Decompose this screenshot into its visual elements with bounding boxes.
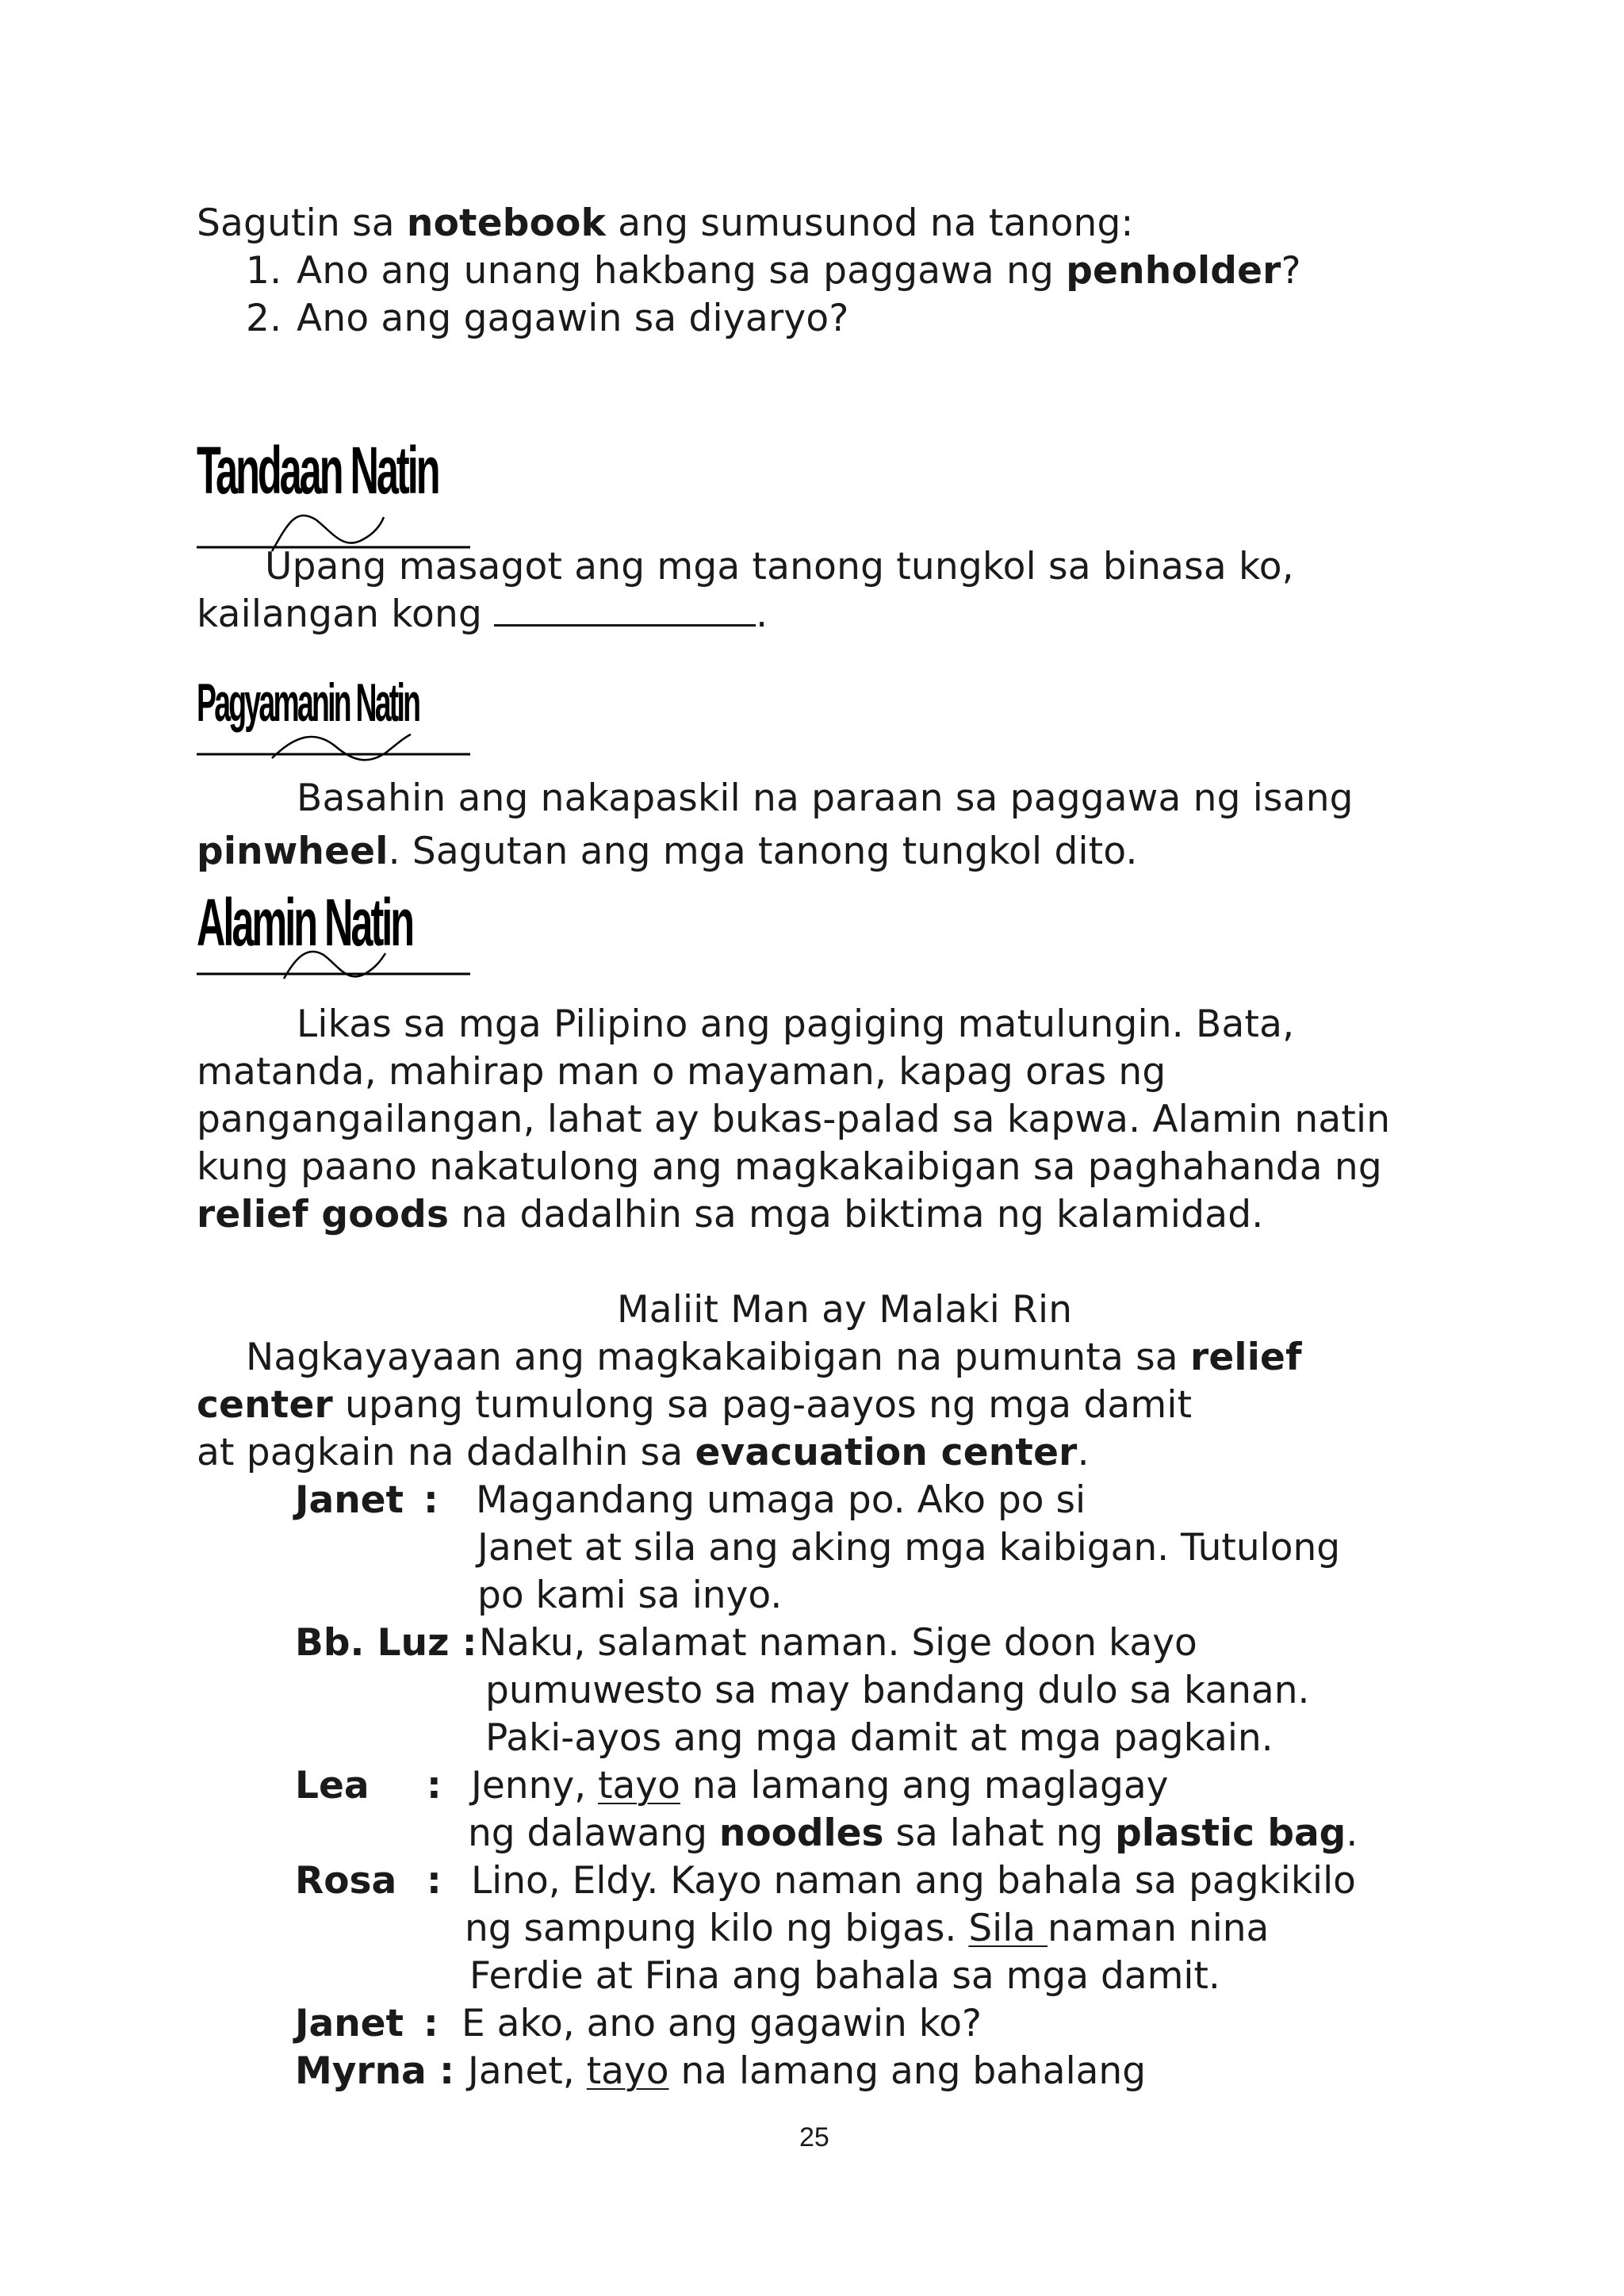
heading-swirl-decoration [197,922,474,985]
pagyamanin-heading [197,671,601,734]
pagyamanin-line-1: Basahin ang nakapaskil na paraan sa paggawa ng isang [297,776,1354,820]
dialogue-text: . [1346,1811,1358,1855]
tandaan-line-2-end: . [756,592,768,636]
dialogue-bold: noodles [718,1811,884,1855]
question-number: 2. [246,297,282,340]
story-bold: evacuation center [695,1431,1078,1474]
heading-swirl-decoration [197,703,474,766]
story-paragraph-line-3 [197,1429,1090,1477]
dialogue-line: E ako, ano ang gagawin ko? [462,2002,982,2045]
speaker-colon: : [423,1478,439,1522]
question-text: Ano ang unang hakbang sa paggawa ng [297,249,1067,293]
dialogue-underlined: tayo [586,2049,669,2093]
question-item-2-text [297,295,848,343]
question-item-1-text [297,247,1301,295]
question-bold: penholder [1066,249,1281,293]
tandaan-line-2 [197,591,768,638]
dialogue-line: Lino, Eldy. Kayo naman ang bahala sa pagkikilo [471,1859,1356,1903]
dialogue-text: ng sampung kilo ng bigas. [465,1907,969,1950]
speaker-colon: : [423,2002,439,2045]
alamin-line-4: kung paano nakatulong ang magkakaibigan sa paghahanda ng [197,1145,1382,1189]
dialogue-text: na lamang ang maglagay [680,1764,1169,1807]
page-number: 25 [799,2122,829,2152]
dialogue-text: Jenny, [471,1764,599,1807]
questions-intro-text: Sagutin sa [197,201,407,245]
heading-swirl-decoration [197,476,474,539]
story-bold: relief [1189,1336,1302,1379]
dialogue-text: sa lahat ng [883,1811,1116,1855]
pagyamanin-line-2-bold: pinwheel [197,830,389,873]
dialogue-line [468,2048,1146,2095]
speaker-name: Lea [295,1764,370,1807]
speaker-colon: : [427,1764,442,1807]
alamin-line-1: Likas sa mga Pilipino ang pagiging matulungin. Bata, [297,1002,1295,1046]
pagyamanin-line-2-text: . Sagutan ang mga tanong tungkol dito. [388,830,1138,873]
dialogue-line: Janet at sila ang aking mga kaibigan. Tutulong [477,1526,1341,1570]
question-item-2 [246,295,282,343]
story-text: Nagkayayaan ang magkakaibigan na pumunta sa [246,1336,1190,1379]
questions-intro [197,200,1134,247]
question-text: Ano ang gagawin sa diyaryo? [297,297,849,340]
dialogue-text: Janet, [468,2049,587,2093]
dialogue-underlined: Sila [968,1907,1048,1950]
speaker-name: Bb. Luz : [295,1621,477,1665]
dialogue-line: Naku, salamat naman. Sige doon kayo [479,1621,1197,1665]
alamin-line-3: pangangailangan, lahat ay bukas-palad sa kapwa. Alamin natin [197,1098,1391,1141]
question-item-1 [246,247,282,295]
speaker-name: Janet [295,2002,404,2045]
story-text: at pagkain na dadalhin sa [197,1431,695,1474]
alamin-line-2: matanda, mahirap man o mayaman, kapag oras ng [197,1050,1166,1094]
story-paragraph-line-2 [197,1382,1192,1429]
dialogue-line: Ferdie at Fina ang bahala sa mga damit. [469,1954,1220,1998]
dialogue-bold: plastic bag [1115,1811,1346,1855]
dialogue-line: po kami sa inyo. [477,1573,783,1617]
tandaan-line-2-text: kailangan kong [197,592,495,636]
dialogue-text: ng dalawang [468,1811,719,1855]
speaker-colon: : [427,1859,442,1903]
pagyamanin-line-2 [197,828,1138,876]
tandaan-heading [197,435,599,506]
alamin-heading-title: Alamin Natin [197,885,413,960]
alamin-heading [197,887,556,958]
dialogue-line: Paki-ayos ang mga damit at mga pagkain. [485,1716,1274,1760]
answer-blank-line [494,592,756,627]
speaker-name: Myrna : [295,2049,454,2093]
story-text-end: . [1077,1431,1090,1474]
alamin-line-5-text: na dadalhin sa mga biktima ng kalamidad. [449,1193,1264,1236]
dialogue-underlined: tayo [598,1764,680,1807]
dialogue-text: naman nina [1048,1907,1270,1950]
tandaan-line-1: Upang masagot ang mga tanong tungkol sa binasa ko, [265,545,1294,588]
story-paragraph-line-1 [246,1334,1302,1382]
questions-intro-bold: notebook [406,201,607,245]
speaker-name: Janet [295,1478,404,1522]
pagyamanin-heading-title: Pagyamanin Natin [197,673,419,733]
question-number: 1. [246,249,282,293]
story-text: upang tumulong sa pag-aayos ng mga damit [332,1383,1193,1427]
alamin-line-5-bold: relief goods [197,1193,450,1236]
question-text-end: ? [1281,249,1301,293]
alamin-line-5 [197,1191,1263,1239]
story-bold: center [197,1383,333,1427]
dialogue-line: pumuwesto sa may bandang dulo sa kanan. [485,1669,1310,1712]
dialogue-line [468,1810,1358,1857]
dialogue-line: Magandang umaga po. Ako po si [476,1478,1086,1522]
dialogue-line [471,1762,1168,1810]
speaker-name: Rosa [295,1859,397,1903]
questions-intro-text-end: ang sumusunod na tanong: [606,201,1134,245]
tandaan-heading-title: Tandaan Natin [197,433,439,508]
dialogue-line [465,1905,1269,1953]
dialogue-text: na lamang ang bahalang [668,2049,1147,2093]
story-title: Maliit Man ay Malaki Rin [617,1288,1073,1332]
